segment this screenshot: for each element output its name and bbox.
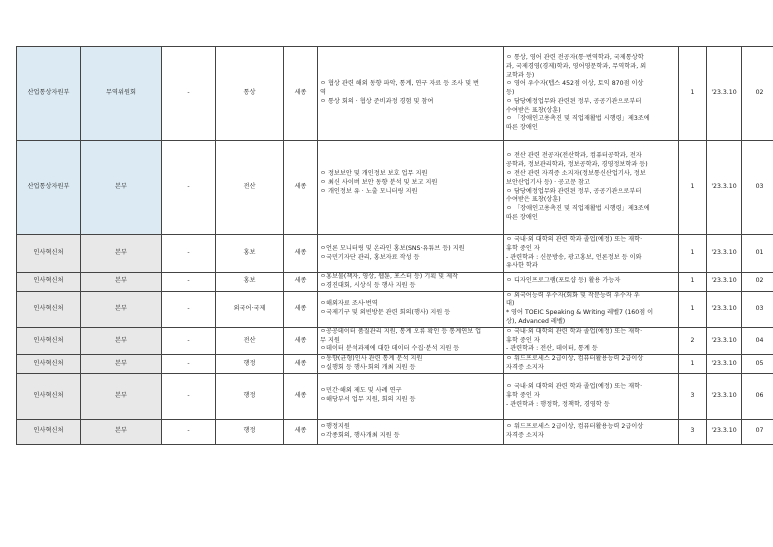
duties-cell: [318, 373, 504, 419]
duties-cell: [318, 273, 504, 292]
text-line: [320, 72, 501, 81]
table-row: [17, 273, 773, 292]
qualifications-cell: [504, 291, 679, 327]
date-cell: '23.3.10: [707, 373, 742, 419]
text-line: 보안산업기사 등) · 공고문 참고: [506, 178, 590, 186]
text-line: ㅇ 외국어능력 우수자(회화 및 작문능력 우수자 우: [506, 291, 640, 299]
text-line: 상), Advanced 레벨): [506, 317, 566, 325]
text-line: 유사한 학과: [506, 262, 538, 270]
text-line: ㅇ 전산 관련 전공자(전산학과, 컴퓨터공학과, 전자: [506, 152, 642, 160]
duties-cell: [318, 419, 504, 444]
field-cell: 홍보: [216, 235, 284, 273]
qualifications-cell: [504, 141, 679, 235]
text-line: - 관련학과 : 전산, 데이터, 통계 등: [506, 345, 598, 353]
date-cell: '23.3.10: [707, 419, 742, 444]
text-line: [320, 107, 501, 116]
text-line: 휴학 중인 자: [506, 244, 540, 252]
text-line: 등): [506, 89, 515, 97]
number-cell: 02: [742, 273, 773, 292]
text-line: ㅇ 통상, 영어 관련 전공자(통·번역학과, 국제통상학: [506, 53, 644, 61]
dept-cell: 인사혁신처: [17, 235, 81, 273]
duties-cell: [318, 327, 504, 354]
duties-cell: [318, 47, 504, 141]
text-line: [320, 205, 501, 214]
location-cell: 세종: [284, 47, 318, 141]
count-cell: 3: [679, 373, 707, 419]
text-line: ㅇ실행회 등 행사·회의 개최 지원 등: [320, 363, 416, 371]
qualifications-cell: [504, 47, 679, 141]
text-line: 휴학 중인 자: [506, 391, 540, 399]
text-line: ㅇ 워드프로세스 2급이상, 컴퓨터활용능력 2급이상: [506, 355, 644, 363]
text-line: - 관련학과 : 행정학, 정책학, 경영학 등: [506, 400, 610, 408]
text-line: ㅇ 통상 회의 · 협상 준비과정 경험 및 참여: [320, 97, 434, 105]
location-cell: 세종: [284, 355, 318, 374]
location-cell: 세종: [284, 235, 318, 273]
text-line: [320, 63, 501, 72]
text-line: 수여받은 표창(상훈): [506, 106, 561, 114]
count-cell: 1: [679, 47, 707, 141]
duties-cell: [318, 141, 504, 235]
text-line: ㅇ동향(균형)인사 관련 통계 분석 지원: [320, 355, 423, 363]
date-cell: '23.3.10: [707, 47, 742, 141]
text-line: [320, 196, 501, 205]
unit-cell: 본부: [81, 141, 162, 235]
number-cell: 02: [742, 47, 773, 141]
field-cell: 전산: [216, 141, 284, 235]
duties-cell: [318, 291, 504, 327]
subunit-cell: -: [162, 273, 216, 292]
text-line: 교학과 등): [506, 71, 535, 79]
text-line: ㅇ언론 모니터링 및 온라인 홍보(SNS·유튜브 등) 지원: [320, 244, 465, 252]
text-line: 자격증 소지자: [506, 431, 544, 439]
text-line: ㅇ 국내·외 대학의 관련 학과 졸업(예정) 또는 재학·: [506, 327, 643, 335]
text-line: 따른 장애인: [506, 124, 538, 132]
date-cell: '23.3.10: [707, 355, 742, 374]
unit-cell: 본부: [81, 419, 162, 444]
table-row: [17, 47, 773, 141]
text-line: ㅇ 「장애인고용촉진 및 직업재활법 시행령」제3조에: [506, 115, 650, 123]
text-line: 수여받은 표창(상훈): [506, 196, 561, 204]
field-cell: 통상: [216, 47, 284, 141]
text-line: [320, 161, 501, 170]
text-line: ㅇ 국내·외 대학의 관련 학과 졸업(예정) 또는 재학·: [506, 383, 643, 391]
table-row: [17, 355, 773, 374]
number-cell: 04: [742, 327, 773, 354]
count-cell: 1: [679, 141, 707, 235]
date-cell: '23.3.10: [707, 235, 742, 273]
table-row: [17, 235, 773, 273]
qualifications-cell: [504, 373, 679, 419]
text-line: 무 지원: [320, 336, 340, 344]
date-cell: '23.3.10: [707, 291, 742, 327]
text-line: ㅇ해당부서 업무 지원, 회의 지원 등: [320, 396, 416, 404]
text-line: ㅇ홍보물(책자, 영상, 웹툰, 포스터 등) 기획 및 제작: [320, 273, 459, 280]
number-cell: 06: [742, 373, 773, 419]
count-cell: 1: [679, 273, 707, 292]
unit-cell: 본부: [81, 235, 162, 273]
duties-cell: [318, 235, 504, 273]
dept-cell: 인사혁신처: [17, 327, 81, 354]
unit-cell: 본부: [81, 327, 162, 354]
text-line: ㅇ 담당예정업무와 관련된 정부, 공공기관으로부터: [506, 97, 642, 105]
subunit-cell: -: [162, 47, 216, 141]
text-line: 자격증 소지자: [506, 363, 544, 371]
text-line: ㅇ 디자인프로그램(포토샵 등) 활용 가능자: [506, 277, 621, 285]
count-cell: 3: [679, 419, 707, 444]
text-line: ㅇ경진대회, 시상식 등 행사 지원 등: [320, 281, 416, 289]
unit-cell: 본부: [81, 355, 162, 374]
number-cell: 03: [742, 141, 773, 235]
text-line: 휴학 중인 자: [506, 336, 540, 344]
text-line: ㅇ 전산 관련 자격증 소지자(정보통신산업기사, 정보: [506, 169, 646, 177]
text-line: ㅇ 최신 사이버 보안 동향 분석 및 보고 지원: [320, 178, 438, 186]
table-row: [17, 327, 773, 354]
subunit-cell: -: [162, 235, 216, 273]
text-line: 공학과, 정보관리학과, 정보공학과, 경영정보학과 등): [506, 161, 648, 169]
location-cell: 세종: [284, 291, 318, 327]
subunit-cell: -: [162, 419, 216, 444]
text-line: ㅇ데이터 분석과제에 대한 데이터 수집·분석 지원 등: [320, 345, 460, 353]
location-cell: 세종: [284, 327, 318, 354]
dept-cell: 인사혁신처: [17, 373, 81, 419]
count-cell: 1: [679, 235, 707, 273]
number-cell: 03: [742, 291, 773, 327]
field-cell: 홍보: [216, 273, 284, 292]
date-cell: '23.3.10: [707, 273, 742, 292]
subunit-cell: -: [162, 327, 216, 354]
text-line: ㅇ 정보보안 및 개인정보 보호 업무 지원: [320, 169, 428, 177]
field-cell: 외국어·국제: [216, 291, 284, 327]
unit-cell: 본부: [81, 373, 162, 419]
qualifications-cell: [504, 235, 679, 273]
subunit-cell: -: [162, 141, 216, 235]
table-row: [17, 291, 773, 327]
unit-cell: 본부: [81, 273, 162, 292]
field-cell: 전산: [216, 327, 284, 354]
text-line: [320, 152, 501, 161]
unit-cell: 무역위원회: [81, 47, 162, 141]
table-body: [17, 47, 773, 445]
recruitment-table: [16, 46, 773, 445]
text-line: ㅇ 담당예정업무와 관련된 정부, 공공기관으로부터: [506, 187, 642, 195]
duties-cell: [318, 355, 504, 374]
field-cell: 행정: [216, 355, 284, 374]
field-cell: 행정: [216, 419, 284, 444]
text-line: [320, 124, 501, 133]
text-line: 따른 장애인: [506, 213, 538, 221]
table-row: [17, 373, 773, 419]
dept-cell: 인사혁신처: [17, 419, 81, 444]
text-line: ㅇ 협상 관련 해외 동향 파악, 통계, 연구 자료 등 조사 및 번: [320, 80, 480, 88]
count-cell: 1: [679, 291, 707, 327]
subunit-cell: -: [162, 355, 216, 374]
text-line: ㅇ행정지원: [320, 422, 350, 430]
text-line: ㅇ 개인정보 유 · 노출 모니터링 지원: [320, 187, 418, 195]
qualifications-cell: [504, 273, 679, 292]
text-line: 역: [320, 89, 326, 97]
number-cell: 07: [742, 419, 773, 444]
text-line: - 관련학과 : 신문방송, 광고홍보, 언론정보 등 이와: [506, 253, 642, 261]
text-line: ㅇ 워드프로세스 2급이상, 컴퓨터활용능력 2급이상: [506, 422, 644, 430]
dept-cell: 인사혁신처: [17, 355, 81, 374]
subunit-cell: -: [162, 373, 216, 419]
qualifications-cell: [504, 419, 679, 444]
count-cell: 2: [679, 327, 707, 354]
number-cell: 05: [742, 355, 773, 374]
location-cell: 세종: [284, 141, 318, 235]
table-row: [17, 419, 773, 444]
location-cell: 세종: [284, 419, 318, 444]
qualifications-cell: [504, 355, 679, 374]
text-line: 과, 국제경영(경제)학과, 영어영문학과, 무역학과, 외: [506, 62, 647, 70]
dept-cell: 산업통상자원부: [17, 47, 81, 141]
location-cell: 세종: [284, 373, 318, 419]
dept-cell: 산업통상자원부: [17, 141, 81, 235]
text-line: ㅇ 영어 우수자(텝스 452점 이상, 토익 870점 이상: [506, 80, 644, 88]
text-line: ㅇ해외자료 조사·번역: [320, 300, 378, 308]
text-line: [320, 54, 501, 63]
field-cell: 행정: [216, 373, 284, 419]
text-line: ㅇ민간·해외 제도 및 사례 연구: [320, 387, 402, 395]
text-line: ㅇ 「장애인고용촉진 및 직업재활법 시행령」제3조에: [506, 205, 650, 213]
date-cell: '23.3.10: [707, 327, 742, 354]
dept-cell: 인사혁신처: [17, 291, 81, 327]
table-row: [17, 141, 773, 235]
text-line: ㅇ국민기자단 관리, 홍보자료 작성 등: [320, 253, 420, 261]
text-line: [320, 214, 501, 223]
date-cell: '23.3.10: [707, 141, 742, 235]
unit-cell: 본부: [81, 291, 162, 327]
text-line: [320, 115, 501, 124]
subunit-cell: -: [162, 291, 216, 327]
number-cell: 01: [742, 235, 773, 273]
text-line: ㅇ 국내·외 대학의 관련 학과 졸업(예정) 또는 재학·: [506, 235, 643, 243]
text-line: ㅇ공공데이터 품질관리 지원, 통계 오류 확인 등 통계연보 업: [320, 327, 482, 335]
text-line: ㅇ국제기구 및 외빈방문 관련 회의(행사) 지원 등: [320, 309, 451, 317]
dept-cell: 인사혁신처: [17, 273, 81, 292]
text-line: 대): [506, 300, 515, 308]
location-cell: 세종: [284, 273, 318, 292]
count-cell: 1: [679, 355, 707, 374]
text-line: * 영어 TOEIC Speaking & Writing 레벨7 (160점 이: [506, 309, 654, 317]
text-line: ㅇ각종회의, 행사개최 지원 등: [320, 431, 400, 439]
qualifications-cell: [504, 327, 679, 354]
